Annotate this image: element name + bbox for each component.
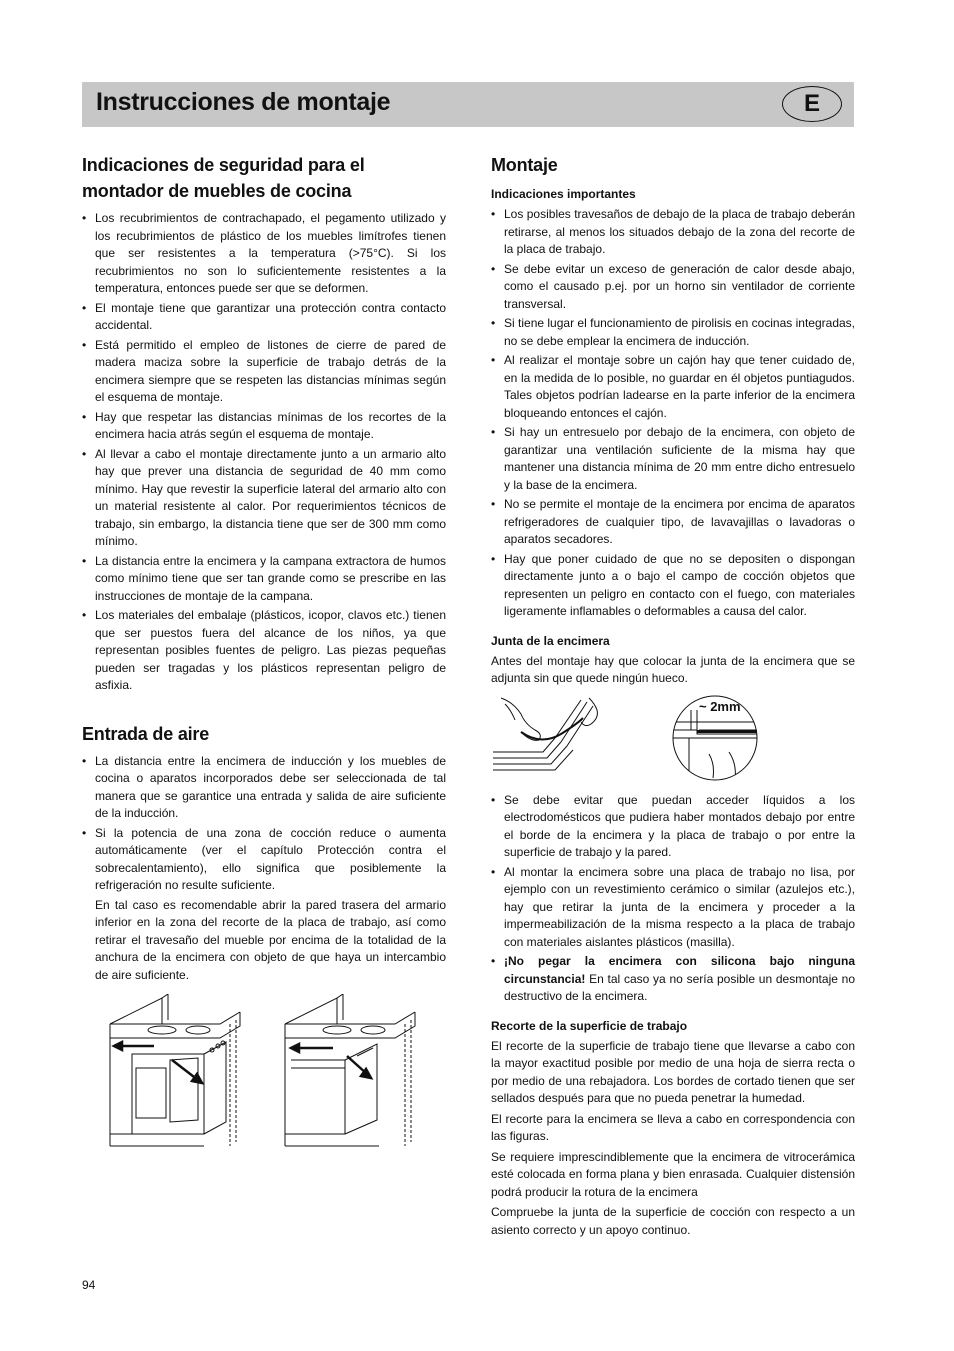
ventilation-figures <box>82 994 446 1149</box>
right-column <box>491 152 855 1242</box>
silicone-warning: ¡No pegar la encimera con silicona bajo ninguna circunstancia! <box>504 954 855 986</box>
seal-application-illustration <box>491 694 611 782</box>
page-title: Instrucciones de montaje <box>96 88 391 116</box>
safety-list <box>82 210 446 695</box>
list-item: • Hay que poner cuidado de que no se depositen o dispongan directamente junto a o bajo el campo de cocción objetos que representen un peligro en contacto con el fuego, con materiales ligeramente inflamables o deformables a causa del calor. <box>491 551 855 621</box>
silicone-warning-rest: En tal caso ya no sería posible un desmontaje no destructivo de la encimera. <box>504 971 855 1003</box>
list-item: • Está permitido el empleo de listones de cierre de pared de madera maciza sobre la superficie de trabajo detrás de la encimera siempre que se respeten las distancias mínimas según el esquema de montaje. <box>82 337 446 407</box>
list-item: • No se permite el montaje de la encimera por encima de aparatos refrigeradores de cualquier tipo, de lavavajillas o lavadoras o aparatos secadores. <box>491 496 855 549</box>
list-item: • Al realizar el montaje sobre un cajón hay que tener cuidado de, en la medida de lo posible, no guardar en él objetos puntiagudos. Tales objetos podrían ladearse en la parte inferior de la encimera bloqueando entonces el cajón. <box>491 352 855 422</box>
list-item: • Al llevar a cabo el montaje directamente junto a un armario alto hay que prever una distancia de seguridad de 40 mm como mínimo. Hay que revestir la superficie lateral del armario alto con un material resistente al calor. Por requerimientos técnicos de trabajo, sin embargo, la distancia tiene que ser de 300 mm como mínimo. <box>82 446 446 551</box>
left-column <box>82 152 446 1149</box>
list-item: • La distancia entre la encimera de inducción y los muebles de cocina o aparatos incorporados debe ser seleccionada de tal manera que se garantice una entrada y salida de aire suficiente de la inducción. <box>82 753 446 823</box>
kitchen-unit-illustration-right <box>277 994 417 1149</box>
list-item: • El montaje tiene que garantizar una protección contra contacto accidental. <box>82 300 446 335</box>
list-item: • Si hay un entresuelo por debajo de la encimera, con objeto de garantizar una ventilación suficiente de la misma hay que mantener una distancia mínima de 20 mm entre dicho entresuelo y la base de la encimera. <box>491 424 855 494</box>
cutout-paragraph: El recorte para la encimera se lleva a cabo en correspondencia con las figuras. <box>491 1111 855 1143</box>
important-heading: Indicaciones importantes <box>491 187 636 201</box>
seal-text: Antes del montaje hay que colocar la junta de la encimera que se adjunta sin que quede ningún hueco. <box>491 653 855 685</box>
list-item: • La distancia entre la encimera y la campana extractora de humos como mínimo tiene que ser tan grande como se prescribe en las instrucciones de montaje de la campana. <box>82 553 446 606</box>
list-item: • Hay que respetar las distancias mínimas de los recortes de la encimera hacia atrás según el esquema de montaje. <box>82 409 446 444</box>
page-number: 94 <box>82 1278 96 1292</box>
seal-figures <box>491 694 855 784</box>
gap-label: ~ 2mm <box>699 698 741 714</box>
seal-heading: Junta de la encimera <box>491 633 610 648</box>
air-heading: Entrada de aire <box>82 723 210 744</box>
safety-heading: Indicaciones de seguridad para el montador de muebles de cocina <box>82 155 365 201</box>
air-note: En tal caso es recomendable abrir la pared trasera del armario inferior en la zona del recorte de la placa de trabajo, así como retirar el travesaño del mueble por encima de la totalidad de la anchura de la encimera con objeto de que haya un intercambio de aire suficiente. <box>95 897 446 982</box>
air-list <box>82 753 446 895</box>
montaje-heading: Montaje <box>491 155 558 175</box>
list-item: • Se debe evitar que puedan acceder líquidos a los electrodomésticos que pudiera haber montados debajo por entre el borde de la encimera y la placa de trabajo o por entre la superficie de trabajo y la pared. <box>491 792 855 862</box>
important-list <box>491 206 855 621</box>
language-badge: E <box>782 86 842 122</box>
cutout-paragraph: Compruebe la junta de la superficie de cocción con respecto a un asiento correcto y un apoyo continuo. <box>491 1205 855 1237</box>
list-item: • Al montar la encimera sobre una placa de trabajo no lisa, por ejemplo con un revestimiento cerámico o similar (azulejos etc.), hay que retirar la junta de la encimera y proceder a la impermeabilización de la misma respecto a la placa de trabajo con materiales aislantes plásticos (masilla). <box>491 864 855 952</box>
list-item: • Los posibles travesaños de debajo de la placa de trabajo deberán retirarse, al menos los situados debajo de la zona del recorte de la placa de trabajo. <box>491 206 855 259</box>
cutout-heading: Recorte de la superficie de trabajo <box>491 1018 688 1033</box>
list-item: • Se debe evitar un exceso de generación de calor desde abajo, como el causado p.ej. por un horno sin ventilador de corriente transversal. <box>491 261 855 314</box>
list-item <box>491 953 855 1006</box>
header-banner <box>82 82 854 127</box>
list-item: • Los materiales del embalaje (plásticos, icopor, clavos etc.) tienen que ser puestos fuera del alcance de los niños, ya que representan posibles fuentes de peligro. Las piezas pequeñas pueden ser tragadas y los plásticos representan peligro de asfixia. <box>82 607 446 695</box>
seal-list <box>491 792 855 1006</box>
kitchen-unit-illustration-left <box>102 994 242 1149</box>
list-item: • Si la potencia de una zona de cocción reduce o aumenta automáticamente (ver el capítulo Protección contra el sobrecalentamiento), ello significa que posiblemente la refrigeración no resulte suficiente. <box>82 825 446 895</box>
cutout-paragraph: El recorte de la superficie de trabajo tiene que llevarse a cabo con la mayor exactitud posible por medio de una hoja de sierra recta o por medio de una rebajadora. Los bordes de cortado tienen que ser sellados después para que no pueda penetrar la humedad. <box>491 1038 855 1105</box>
list-item: • Los recubrimientos de contrachapado, el pegamento utilizado y los recubrimientos de plástico de los muebles limítrofes tienen que ser resistentes a la temperatura (>75°C). Si los recubrimientos no son lo suficientemente resistentes a la temperatura, entonces puede ser que se deformen. <box>82 210 446 298</box>
list-item: • Si tiene lugar el funcionamiento de pirolisis en cocinas integradas, no se debe emplear la encimera de inducción. <box>491 315 855 350</box>
cutout-paragraph: Se requiere imprescindiblemente que la encimera de vitrocerámica esté colocada en forma plana y bien enrasada. Cualquier distensión podrá producir la rotura de la encimera <box>491 1149 855 1199</box>
